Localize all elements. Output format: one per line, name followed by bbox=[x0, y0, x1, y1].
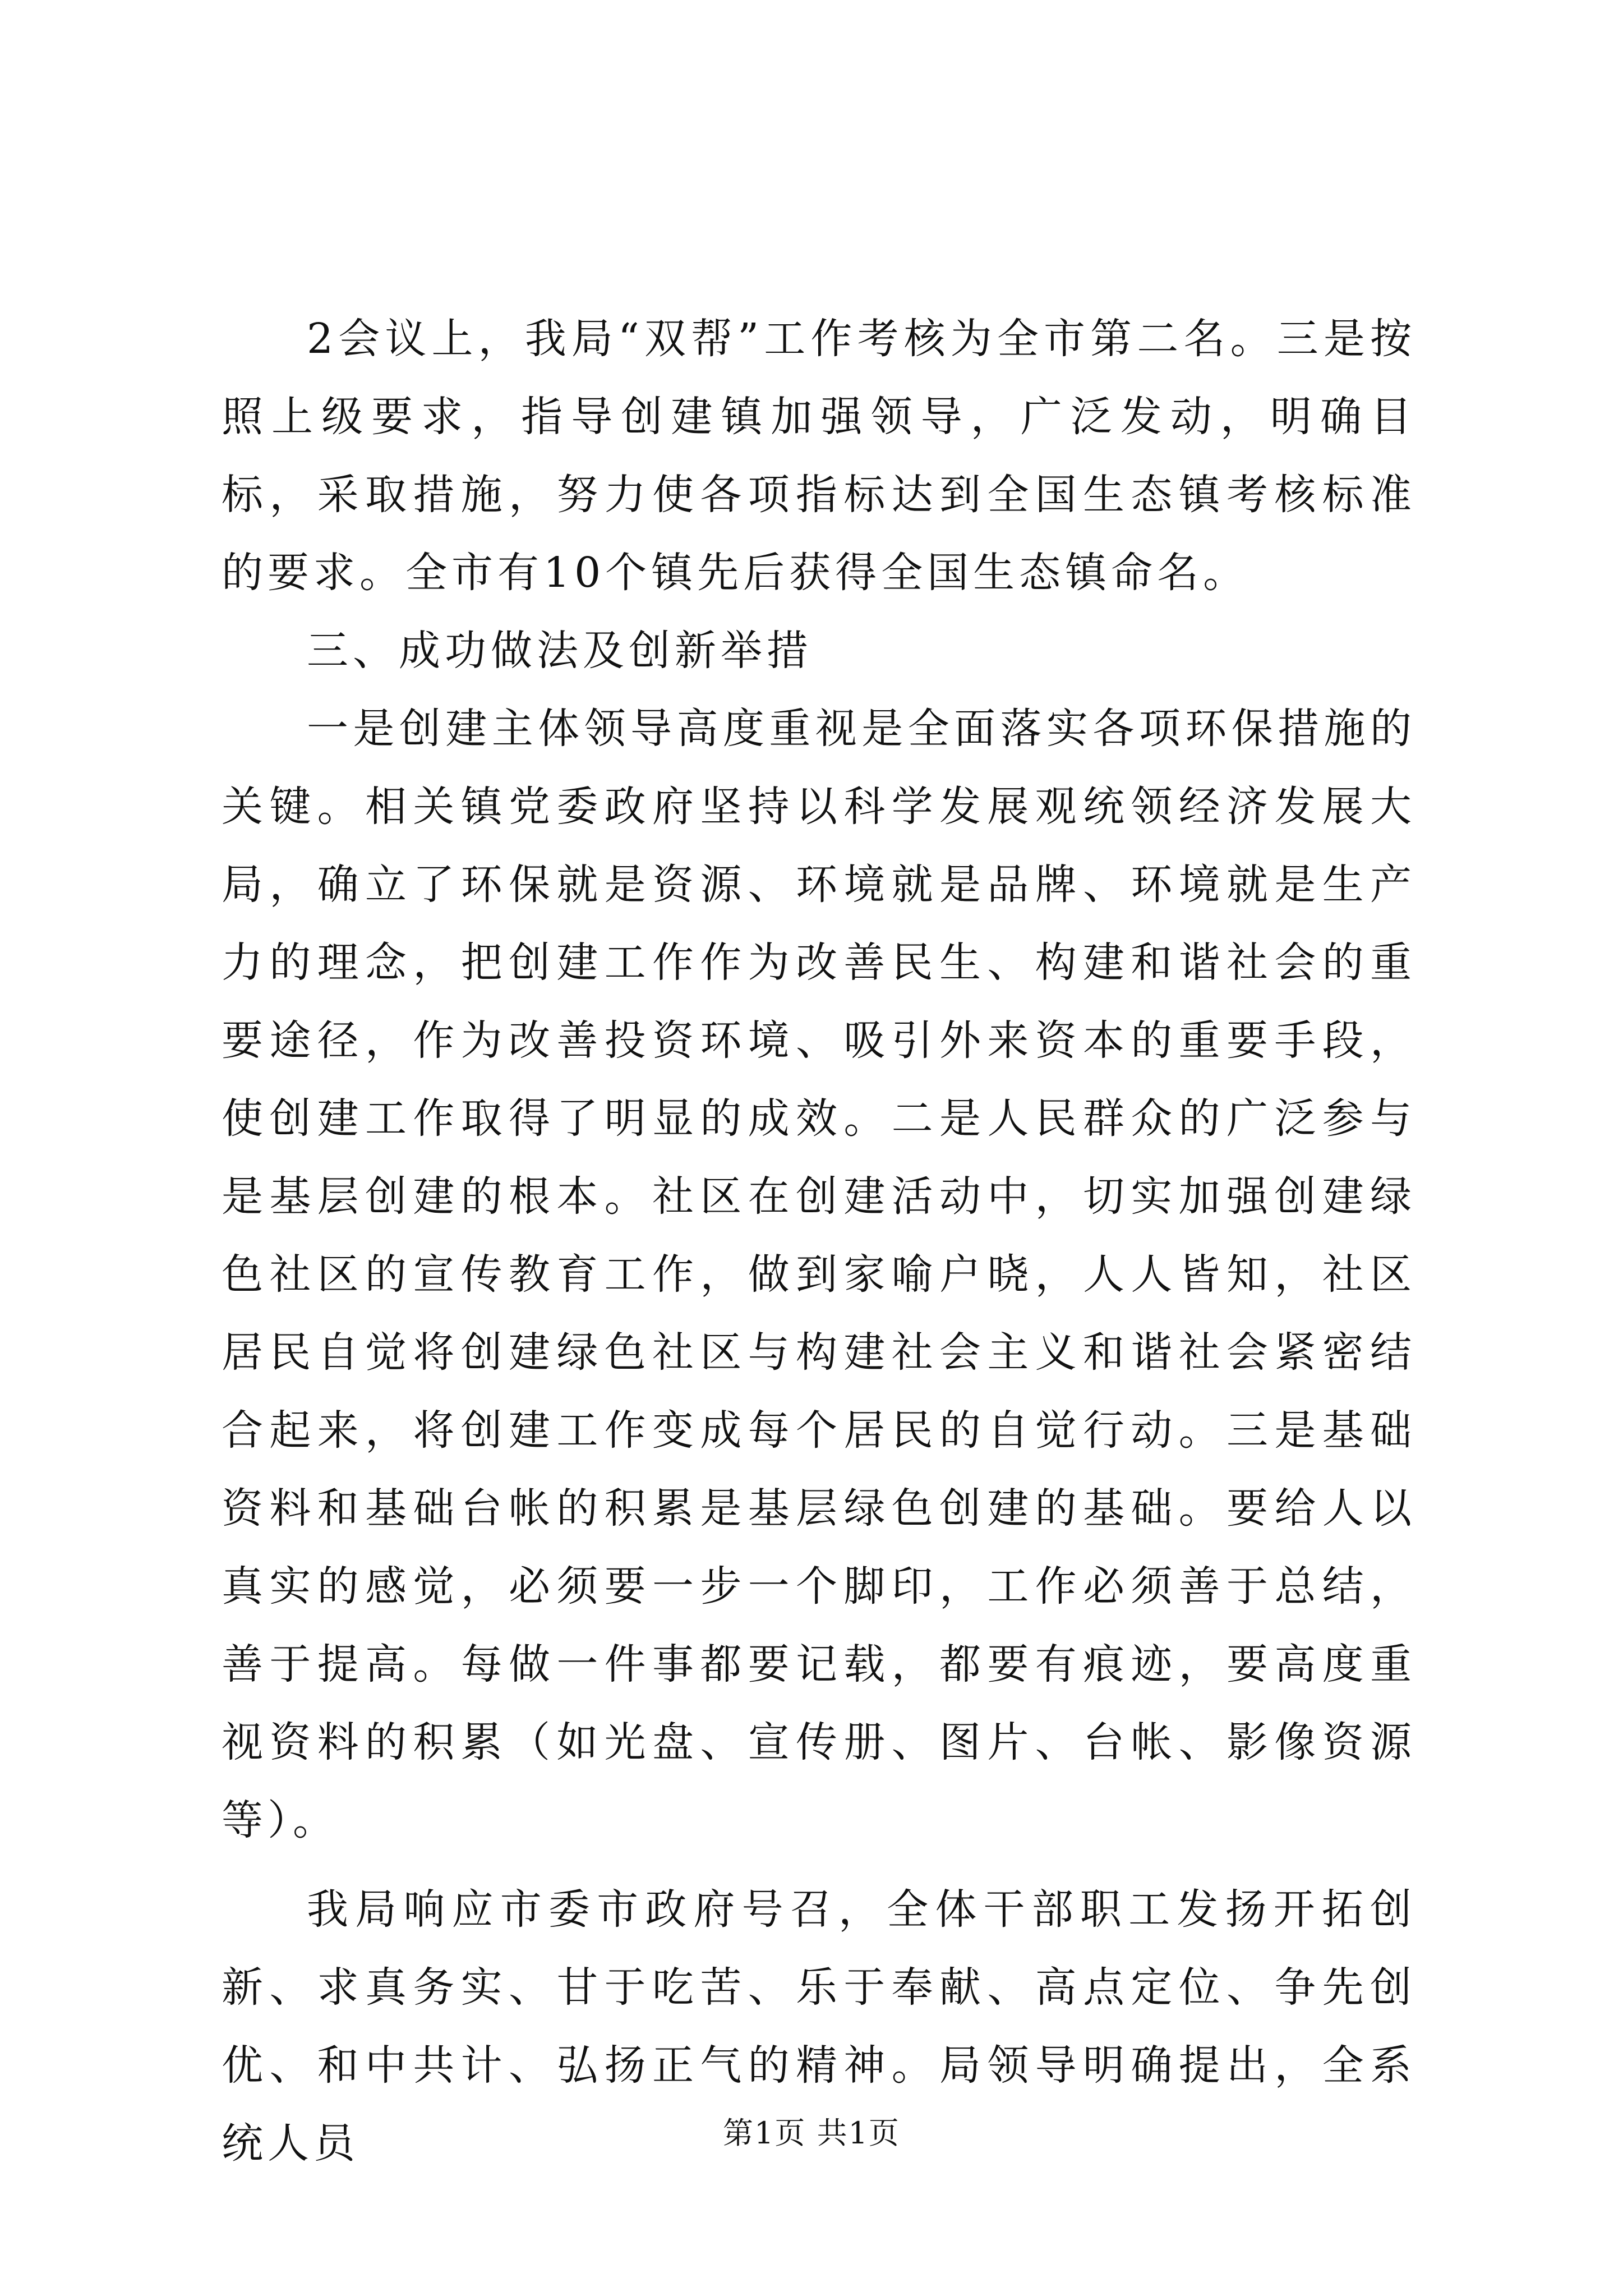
document-body bbox=[222, 300, 1416, 2183]
page-footer: 第1页 共1页 bbox=[723, 2115, 900, 2151]
paragraph-assessment-results: 2会议上，我局“双帮”工作考核为全市第二名。三是按照上级要求，指导创建镇加强领导，广泛发动，明确目标，采取措施，努力使各项指标达到全国生态镇考核标准的要求。全市有10个镇先后获得全国生态镇命名。 bbox=[222, 315, 1416, 597]
section-heading-methods: 三、成功做法及创新举措 bbox=[307, 627, 813, 675]
paragraph-methods-detail: 一是创建主体领导高度重视是全面落实各项环保措施的关键。相关镇党委政府坚持以科学发展观统领经济发展大局，确立了环保就是资源、环境就是品牌、环境就是生产力的理念，把创建工作作为改善民生、构建和谐社会的重要途径，作为改善投资环境、吸引外来资本的重要手段，使创建工作取得了明显的成效。二是人民群众的广泛参与是基层创建的根本。社区在创建活动中，切实加强创建绿色社区的宣传教育工作，做到家喻户晓，人人皆知，社区居民自觉将创建绿色社区与构建社会主义和谐社会紧密结合起来，将创建工作变成每个居民的自觉行动。三是基础资料和基础台帐的积累是基层绿色创建的基础。要给人以真实的感觉，必须要一步一个脚印，工作必须善于总结，善于提高。每做一件事都要记载，都要有痕迹，要高度重视资料的积累（如光盘、宣传册、图片、台帐、影像资源等）。 bbox=[222, 705, 1416, 1844]
paragraph-bureau-response: 我局响应市委市政府号召，全体干部职工发扬开拓创新、求真务实、甘于吃苦、乐于奉献、高点定位、争先创优、和中共计、弘扬正气的精神。局领导明确提出，全系统人员 bbox=[222, 1885, 1416, 2168]
